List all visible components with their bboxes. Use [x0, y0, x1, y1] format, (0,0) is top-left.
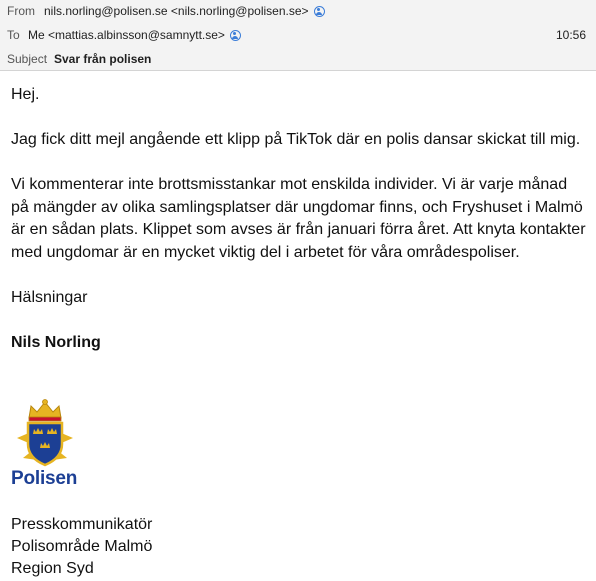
polisen-logo [11, 398, 79, 494]
subject-label: Subject [7, 52, 48, 66]
from-address[interactable]: nils.norling@polisen.se <nils.norling@polisen.se> [44, 4, 309, 18]
logo-wordmark: Polisen [11, 468, 78, 489]
contact-card-icon[interactable] [230, 30, 241, 41]
from-row [7, 2, 588, 20]
signature-name: Nils Norling [11, 333, 101, 351]
signature-area: Polisområde Malmö [11, 538, 153, 555]
subject-row [7, 50, 588, 68]
message-header [0, 0, 596, 71]
body-paragraph-1: Jag fick ditt mejl angående ett klipp på TikTok där en polis dansar skickat till mig. [11, 131, 581, 148]
to-label: To [7, 28, 20, 42]
signature-region: Region Syd [11, 560, 94, 577]
signature-footer [11, 514, 152, 580]
closing: Hälsningar [11, 288, 88, 306]
from-label: From [7, 4, 35, 18]
greeting: Hej. [11, 86, 40, 103]
to-row [7, 26, 588, 44]
message-body [11, 84, 589, 377]
message-time: 10:56 [555, 28, 586, 42]
subject-text: Svar från polisen [54, 52, 152, 66]
police-emblem-icon [11, 398, 79, 468]
signature-title: Presskommunikatör [11, 516, 153, 533]
contact-card-icon[interactable] [314, 6, 325, 17]
body-paragraph-2: Vi kommenterar inte brottsmisstankar mot enskilda individer. Vi är varje månad på mängder av olika samlingsplatser där ungdomar finns, och Fryshuset i Malmö är en sådan plats. Klippet som avses är från januari förra året. Att knyta kontakter med ungdomar är en mycket viktig del i arbetet för våra områdespoliser. [11, 176, 586, 261]
to-address[interactable]: Me <mattias.albinsson@samnytt.se> [28, 28, 225, 42]
